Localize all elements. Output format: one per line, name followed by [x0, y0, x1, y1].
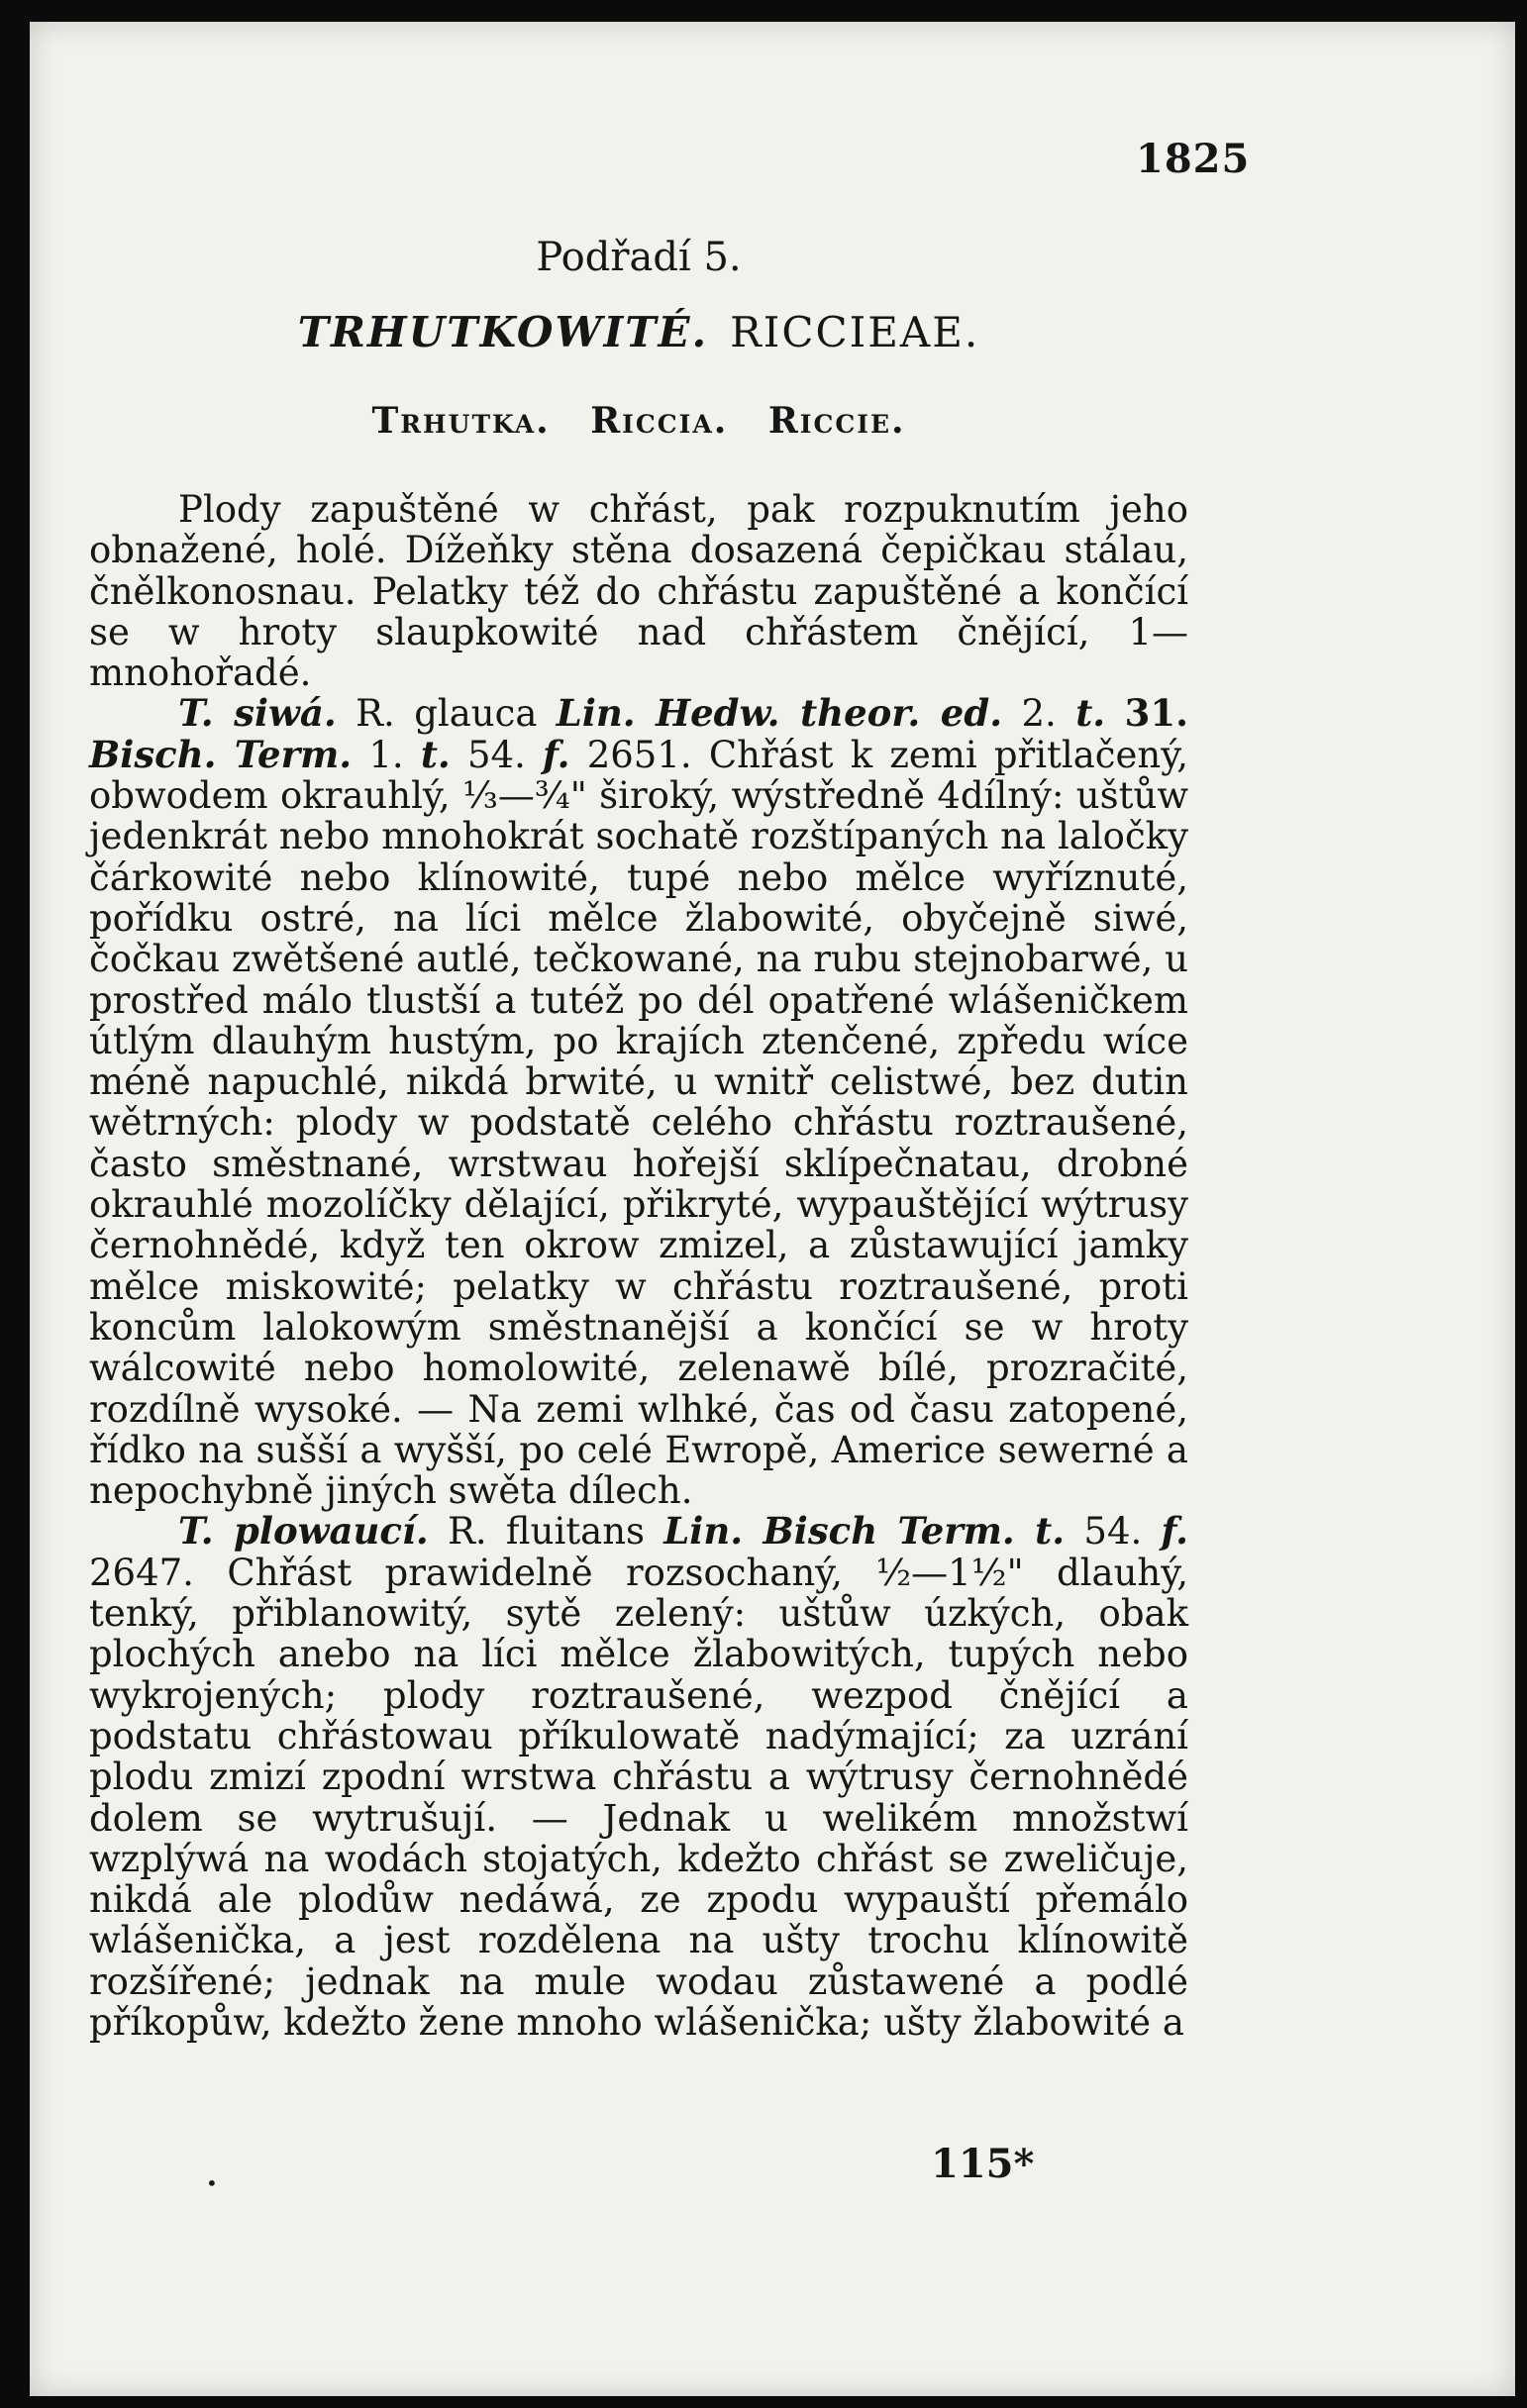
margin-mark: • — [206, 2171, 218, 2195]
species-reference: f. — [543, 732, 570, 776]
species-reference: Bisch. Term. — [89, 732, 353, 776]
species-reference: 2647. — [89, 1551, 194, 1594]
genus-description: Plody zapuštěné w chřást, pak rozpuknutím jeho obnažené, holé. Dížeňky stěna dosazená čepičkau stálau, čnělkonosnau. Pelatky též do chřástu zapuštěné a končící se w hroty slaupkowité nad chřástem čnějící, 1—mnohořadé. — [89, 488, 1188, 695]
species-description: Chřást k zemi přitlačený, obwodem okrauhlý, ⅓—¾" široký, wýstředně 4dílný: uštůw jedenkrát nebo mnohokrát sochatě rozštípaných na laločky čárkowité nebo klínowité, tupé nebo mělce wyříznuté, pořídku ostré, na líci mělce žlabowité, obyčejně siwé, čočkau zwětšené autlé, tečkowané, na rubu stejnobarwé, u prostřed málo tlustší a tutéž po dél opatřené wlášeničkem útlým dlauhým hustým, po krajích ztenčené, zpředu wíce méně napuchlé, nikdá brwité, u wnitř celistwé, bez dutin wětrných: plody w podstatě celého chřástu roztraušené, často směstnané, wrstwau hořejší sklípečnatau, drobné okrauhlé mozolíčky dělající, přikryté, wypauštějící wýtrusy černohnědé, když ten okrow zmizel, a zůstawující jamky mělce miskowité; pelatky w chřástu roztraušené, proti koncům lalokowým směstnanější a končící se w hroty wálcowité nebo homolowité, zelenawě bílé, prozračité, rozdílně wysoké. — Na zemi wlhké, čas od času zatopené, řídko na sušší a wyšší, po celé Ewropě, Americe sewerné a nepochybně jiných swěta dílech. — [89, 733, 1188, 1513]
species-name-czech: T. plowaucí. — [178, 1509, 429, 1554]
section-heading: Podřadí 5. — [536, 235, 742, 280]
species-reference: 1. — [368, 733, 404, 776]
species-reference: 2. — [1021, 692, 1057, 736]
species-name-latin: R. fluitans — [448, 1510, 646, 1554]
species-reference: f. — [1161, 1509, 1188, 1554]
species-reference: t. — [420, 732, 451, 776]
body-text — [89, 489, 1188, 2043]
species-entry-glauca — [89, 693, 1188, 1511]
species-description: Chřást prawidelně rozsochaný, ½—1½" dlauhý, tenký, přiblanowitý, sytě zelený: uštůw úzkých, obak plochých anebo na líci mělce žlabowitých, tupých nebo wykrojených; plody roztraušené, wezpod čnějící a podstatu chřástowau příkulowatě nadýmající; za uzrání plodu zmizí zpodní wrstwa chřástu a wýtrusy černohnědé dolem se wytrušují. — Jednak u welikém množstwí wzplýwá na wodách stojatých, kdežto chřást se zweličuje, nikdá ale plodůw nedáwá, ze zpodu wypauští přemálo wlášenička, a jest rozdělena na ušty trochu klínowitě rozšířené; jednak na mule wodau zůstawené a podlé příkopůw, kdežto žene mnoho wlášenička; ušty žlabowité a — [89, 1551, 1189, 2044]
species-entry-fluitans — [89, 1511, 1188, 2043]
page-number: 1825 — [1136, 136, 1251, 182]
family-name-latin: RICCIEAE. — [730, 308, 980, 356]
species-reference: 54. — [466, 733, 526, 776]
species-reference: 54. — [1083, 1510, 1143, 1554]
species-reference: t. — [1075, 691, 1106, 736]
signature-mark: 115* — [931, 2141, 1035, 2187]
species-reference: Lin. Hedw. theor. ed. — [556, 691, 1003, 736]
genus-heading — [89, 401, 1188, 442]
book-page — [30, 22, 1515, 2396]
species-reference: 2651. — [586, 733, 692, 776]
species-reference: Lin. Bisch Term. t. — [663, 1509, 1066, 1554]
species-name-latin: R. glauca — [356, 692, 538, 736]
species-reference: 31. — [1124, 691, 1188, 736]
genus-name-latin: Riccia. — [590, 400, 729, 442]
genus-name-czech: Trhutka. — [371, 400, 551, 442]
family-heading — [89, 308, 1188, 356]
genus-name-french: Riccie. — [767, 400, 906, 442]
species-name-czech: T. siwá. — [178, 691, 337, 736]
family-name-czech: TRHUTKOWITÉ. — [297, 308, 709, 356]
